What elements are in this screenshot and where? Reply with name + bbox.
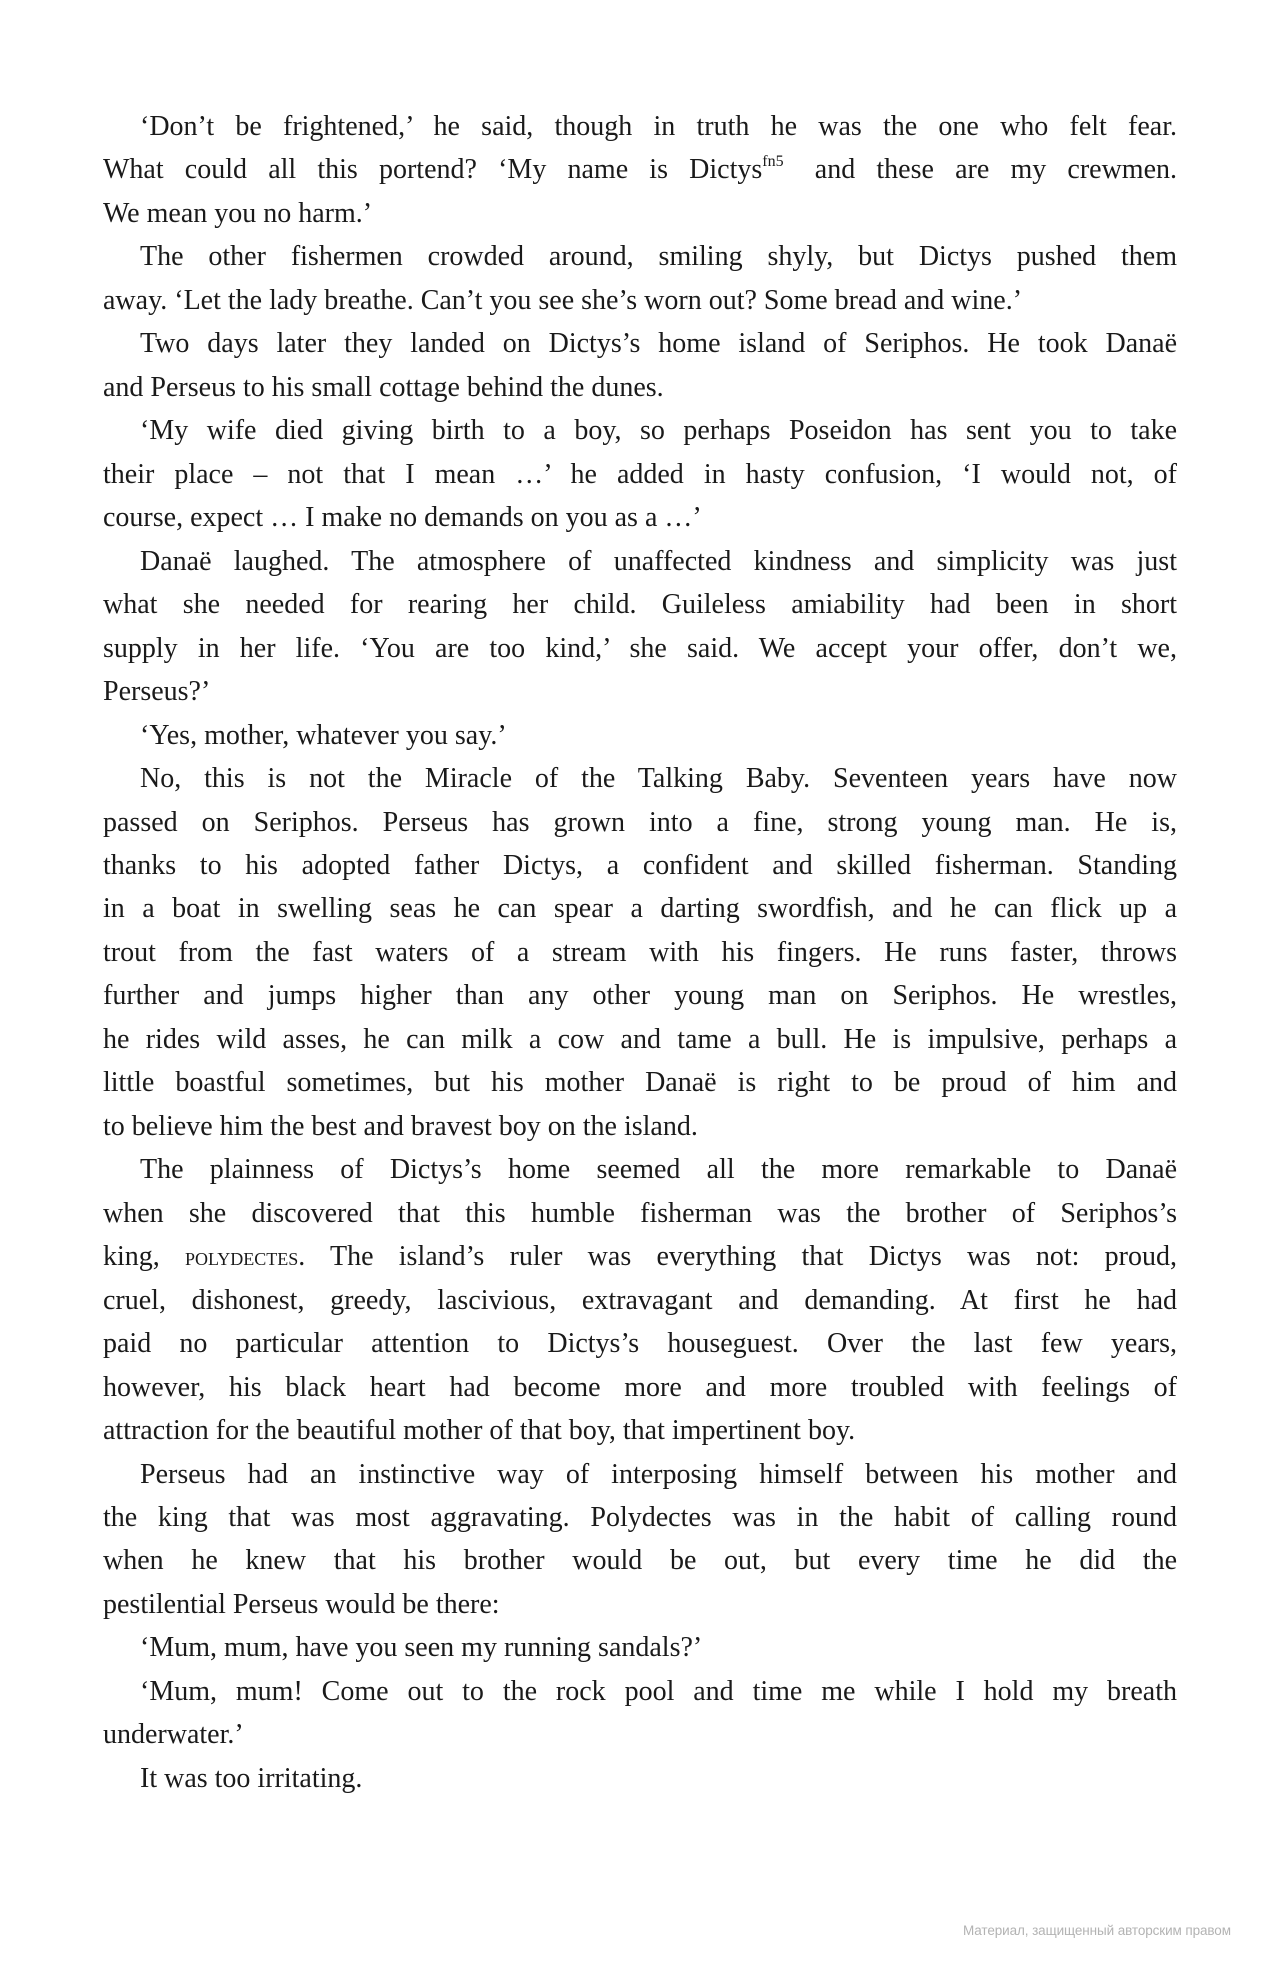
text-line: however, his black heart had become more and more troubled with feelings of bbox=[103, 1371, 1177, 1403]
book-page-body bbox=[103, 105, 1177, 1800]
text-line: Two days later they landed on Dictys’s home island of Seriphos. He took Danaë bbox=[140, 328, 1177, 360]
text-span: What could all this portend? ‘My name is Dictys bbox=[103, 154, 763, 186]
text-line: when she discovered that this humble fisherman was the brother of Seriphos’s bbox=[103, 1197, 1177, 1229]
text-line: Perseus?’ bbox=[103, 676, 211, 708]
copyright-watermark: Материал, защищенный авторским правом bbox=[963, 1923, 1231, 1938]
text-line: pestilential Perseus would be there: bbox=[103, 1588, 500, 1620]
text-line: the king that was most aggravating. Polydectes was in the habit of calling round bbox=[103, 1502, 1177, 1533]
text-line: passed on Seriphos. Perseus has grown into a fine, strong young man. He is, bbox=[103, 806, 1177, 838]
text-line: Danaë laughed. The atmosphere of unaffected kindness and simplicity was just bbox=[140, 545, 1177, 577]
text-span: . The island’s ruler was everything that Dictys was not: proud, bbox=[298, 1241, 1177, 1273]
text-line: We mean you no harm.’ bbox=[103, 197, 373, 229]
text-line: The plainness of Dictys’s home seemed all the more remarkable to Danaë bbox=[140, 1154, 1177, 1186]
text-line: in a boat in swelling seas he can spear a darting swordfish, and he can flick up a bbox=[103, 893, 1177, 925]
text-line: supply in her life. ‘You are too kind,’ she said. We accept your offer, don’t we, bbox=[103, 632, 1177, 664]
text-span: king, bbox=[103, 1241, 186, 1273]
text-line: ‘My wife died giving birth to a boy, so perhaps Poseidon has sent you to take bbox=[140, 415, 1177, 447]
text-line: paid no particular attention to Dictys’s houseguest. Over the last few years, bbox=[103, 1328, 1177, 1360]
text-line: The other fishermen crowded around, smiling shyly, but Dictys pushed them bbox=[140, 241, 1177, 273]
text-line: away. ‘Let the lady breathe. Can’t you see she’s worn out? Some bread and wine.’ bbox=[103, 284, 1023, 316]
text-line: when he knew that his brother would be out, but every time he did the bbox=[103, 1545, 1177, 1577]
text-line: cruel, dishonest, greedy, lascivious, extravagant and demanding. At first he had bbox=[103, 1284, 1177, 1316]
text-line: ‘Mum, mum, have you seen my running sandals?’ bbox=[140, 1632, 703, 1664]
text-line: little boastful sometimes, but his mother Danaë is right to be proud of him and bbox=[103, 1067, 1177, 1099]
text-line: course, expect … I make no demands on you as a …’ bbox=[103, 502, 702, 534]
text-line: thanks to his adopted father Dictys, a confident and skilled fisherman. Standing bbox=[103, 849, 1177, 881]
text-line: to believe him the best and bravest boy on the island. bbox=[103, 1110, 698, 1142]
text-line: and Perseus to his small cottage behind the dunes. bbox=[103, 371, 664, 403]
text-span: and these are my crewmen. bbox=[814, 154, 1177, 186]
character-name-smallcaps: polydectes bbox=[185, 1242, 299, 1272]
text-line bbox=[103, 148, 1177, 191]
footnote-reference[interactable]: fn5 bbox=[762, 153, 784, 171]
text-line: attraction for the beautiful mother of that boy, that impertinent boy. bbox=[103, 1415, 856, 1447]
text-line: ‘Mum, mum! Come out to the rock pool and time me while I hold my breath bbox=[140, 1675, 1177, 1707]
text-line: underwater.’ bbox=[103, 1719, 244, 1751]
text-line: Perseus had an instinctive way of interposing himself between his mother and bbox=[140, 1458, 1177, 1490]
text-line: further and jumps higher than any other young man on Seriphos. He wrestles, bbox=[103, 980, 1177, 1012]
text-line: No, this is not the Miracle of the Talking Baby. Seventeen years have now bbox=[140, 763, 1177, 795]
text-line: trout from the fast waters of a stream with his fingers. He runs faster, throws bbox=[103, 936, 1177, 968]
text-line: what she needed for rearing her child. Guileless amiability had been in short bbox=[103, 589, 1177, 621]
text-line: their place – not that I mean …’ he added in hasty confusion, ‘I would not, of bbox=[103, 458, 1177, 490]
text-line: ‘Don’t be frightened,’ he said, though in truth he was the one who felt fear. bbox=[140, 111, 1177, 142]
text-line: It was too irritating. bbox=[140, 1762, 363, 1794]
text-line: he rides wild asses, he can milk a cow and tame a bull. He is impulsive, perhaps a bbox=[103, 1023, 1177, 1055]
text-line: ‘Yes, mother, whatever you say.’ bbox=[140, 719, 507, 751]
text-line bbox=[103, 1235, 1177, 1278]
